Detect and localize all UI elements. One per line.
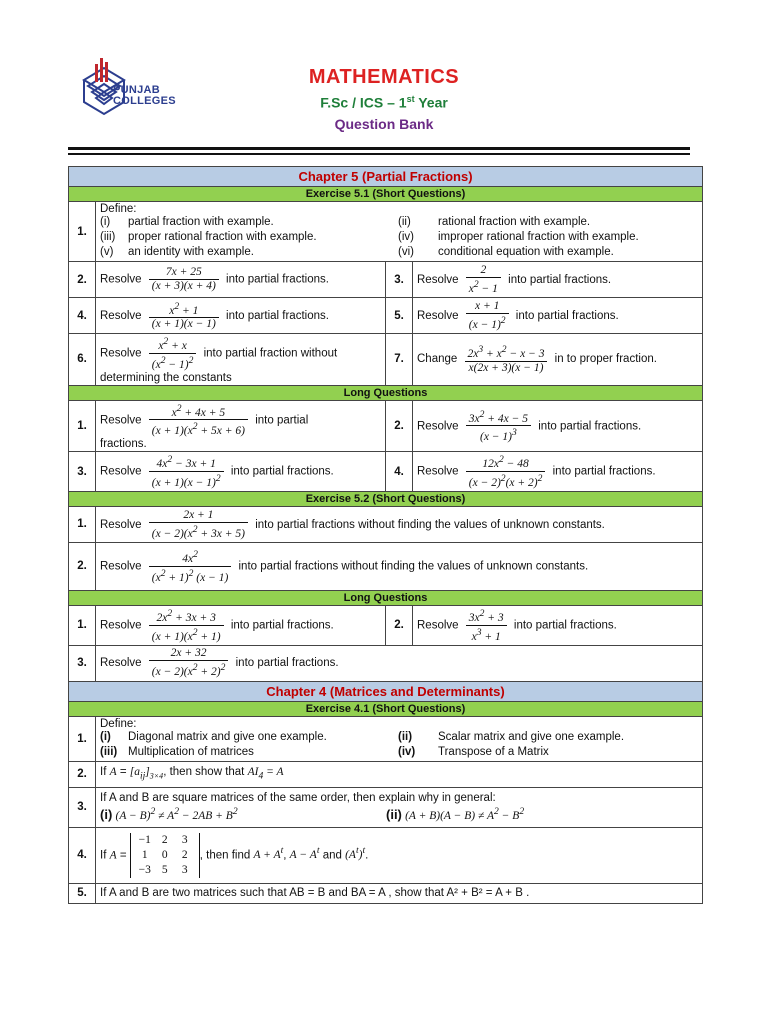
question-number: 4.: [69, 298, 96, 334]
def-text: an identity with example.: [128, 246, 254, 258]
def-key: (iv): [398, 231, 414, 243]
def-key: (i): [100, 216, 111, 228]
matrix-a: −1 2 3 1 0 2 −3 5 3: [130, 833, 200, 878]
def-text: rational fraction with example.: [438, 216, 591, 228]
question-text: Resolve $\frac{4x^2 - 3x + 1}{(x + 1)(x - 1)^2}$ into partial fractions.: [96, 452, 386, 492]
question-text: Resolve $\frac{2x + 1}{(x - 2)(x^2 + 3x + 5)}$ into partial fractions without finding the values of unknown constants.: [96, 506, 703, 542]
question-number: 1.: [69, 605, 96, 645]
question-row: [69, 400, 703, 452]
question-number: 6.: [69, 334, 96, 386]
question-text: If A and B are square matrices of the same order, then explain why in general: (i) $(A - B)^2 \ne A^2 - 2AB + B^2$ (ii) $(A + B)(A - B) \ne A^2 - B^2$: [96, 787, 703, 827]
def-text: Multiplication of matrices: [128, 745, 254, 758]
question-text: Resolve $\frac{7x + 25}{(x + 3)(x + 4)}$ into partial fractions.: [96, 262, 386, 298]
question-row: [69, 827, 703, 883]
exercise-heading: Exercise 5.2 (Short Questions): [69, 491, 703, 506]
def-key: (ii): [398, 216, 411, 228]
page-subtitle2: Question Bank: [334, 116, 434, 132]
page-subtitle: F.Sc / ICS – 1st Year: [320, 94, 448, 111]
exercise-heading: Exercise 5.1 (Short Questions): [69, 187, 703, 202]
question-text: Resolve $\frac{x^2 + x}{(x^2 - 1)^2}$ into partial fraction without determining the constants: [96, 334, 386, 386]
question-number: 1.: [69, 400, 96, 452]
question-text: Change $\frac{2x^3 + x^2 - x - 3}{x(2x + 3)(x - 1)}$ in to proper fraction.: [413, 334, 703, 386]
question-number: 2.: [386, 605, 413, 645]
question-number: 3.: [386, 262, 413, 298]
question-text: Resolve $\frac{2}{x^2 - 1}$ into partial fractions.: [413, 262, 703, 298]
question-row: [69, 262, 703, 298]
question-text: Resolve $\frac{2x + 32}{(x - 2)(x^2 + 2)^2}$ into partial fractions.: [96, 645, 703, 681]
question-text: [96, 716, 703, 761]
question-row: [69, 761, 703, 787]
logo-line1: PUNJAB: [113, 84, 161, 96]
chapter-heading: Chapter 4 (Matrices and Determinants): [69, 681, 703, 701]
def-key: (iii): [100, 745, 118, 758]
header-rule-thin: [68, 153, 690, 155]
def-text: proper rational fraction with example.: [128, 231, 317, 243]
question-number: 2.: [386, 400, 413, 452]
question-number: 5.: [386, 298, 413, 334]
question-row: [69, 645, 703, 681]
question-row: [69, 506, 703, 542]
def-text: Diagonal matrix and give one example.: [128, 730, 327, 743]
page-header: [0, 0, 768, 150]
question-number: 1.: [69, 716, 96, 761]
question-row: [69, 452, 703, 492]
question-number: 2.: [69, 761, 96, 787]
question-row: [69, 883, 703, 903]
def-key: (i): [100, 730, 111, 743]
long-questions-heading: Long Questions: [69, 590, 703, 605]
question-number: 3.: [69, 787, 96, 827]
def-text: Transpose of a Matrix: [438, 745, 549, 758]
question-number: 7.: [386, 334, 413, 386]
question-row: [69, 787, 703, 827]
question-text: Resolve $\frac{x^2 + 1}{(x + 1)(x - 1)}$ into partial fractions.: [96, 298, 386, 334]
logo-line2: COLLEGES: [113, 95, 176, 107]
question-number: 5.: [69, 883, 96, 903]
question-number: 1.: [69, 202, 96, 262]
def-key: (vi): [398, 246, 414, 258]
question-text: Resolve $\frac{12x^2 - 48}{(x - 2)^2(x + 2)^2}$ into partial fractions.: [413, 452, 703, 492]
question-text: [96, 202, 703, 262]
def-key: (ii): [398, 730, 413, 743]
def-text: conditional equation with example.: [438, 246, 614, 258]
question-text: If A and B are two matrices such that AB = B and BA = A , show that A² + B² = A + B .: [96, 883, 703, 903]
def-text: improper rational fraction with example.: [438, 231, 639, 243]
question-row: [69, 542, 703, 590]
def-key: (iv): [398, 745, 416, 758]
def-key: (iii): [100, 231, 116, 243]
question-row: [69, 716, 703, 761]
question-number: 1.: [69, 506, 96, 542]
question-row: [69, 334, 703, 386]
chapter-heading: Chapter 5 (Partial Fractions): [69, 167, 703, 187]
question-text: If $A = [a_{ij}]_{3\times 4}$, then show that $AI_4 = A$: [96, 761, 703, 787]
question-number: 4.: [69, 827, 96, 883]
question-text: Resolve $\frac{x^2 + 4x + 5}{(x + 1)(x^2 + 5x + 6)}$ into partial fractions.: [96, 400, 386, 452]
question-text: Resolve $\frac{3x^2 + 3}{x^3 + 1}$ into partial fractions.: [413, 605, 703, 645]
def-text: partial fraction with example.: [128, 216, 274, 228]
define-label: Define:: [100, 717, 137, 730]
question-text: Resolve $\frac{3x^2 + 4x - 5}{(x - 1)^3}$ into partial fractions.: [413, 400, 703, 452]
question-text: If A = −1 2 3 1 0 2 −3 5 3, then find $A + A^t$, $A - A^t$ and $(A^t)^t$.: [96, 827, 703, 883]
q3-text: If A and B are square matrices of the same order, then explain why in general:: [100, 792, 496, 805]
question-row: [69, 298, 703, 334]
question-number: 3.: [69, 452, 96, 492]
header-rule: [68, 147, 690, 150]
question-number: 2.: [69, 542, 96, 590]
def-text: Scalar matrix and give one example.: [438, 730, 625, 743]
question-text: Resolve $\frac{4x^2}{(x^2 + 1)^2 (x - 1)}$ into partial fractions without finding the values of unknown constants.: [96, 542, 703, 590]
question-table: [68, 166, 703, 904]
question-text: Resolve $\frac{x + 1}{(x - 1)^2}$ into partial fractions.: [413, 298, 703, 334]
question-row: [69, 202, 703, 262]
question-number: 4.: [386, 452, 413, 492]
question-number: 2.: [69, 262, 96, 298]
define-label: Define:: [100, 203, 137, 215]
def-key: (v): [100, 246, 114, 258]
question-row: [69, 605, 703, 645]
question-number: 3.: [69, 645, 96, 681]
long-questions-heading: Long Questions: [69, 385, 703, 400]
page-title: MATHEMATICS: [308, 66, 460, 88]
question-text: Resolve $\frac{2x^2 + 3x + 3}{(x + 1)(x^2 + 1)}$ into partial fractions.: [96, 605, 386, 645]
exercise-heading: Exercise 4.1 (Short Questions): [69, 701, 703, 716]
